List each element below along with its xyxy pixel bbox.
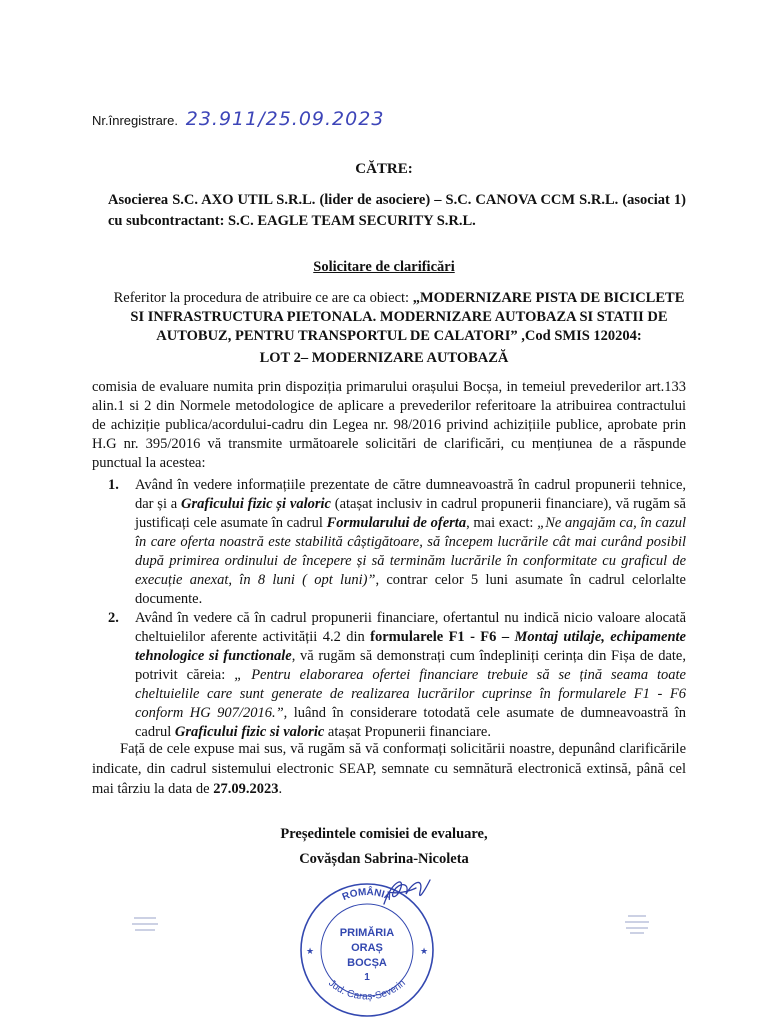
item-emphasis: Graficului fizic si valoric <box>174 724 325 740</box>
reference-lead: Referitor la procedura de atribuire ce are ca obiect: <box>113 290 413 306</box>
intro-paragraph: comisia de evaluare numita prin dispoziția primarului orașului Bocșa, in temeiul prevederilor art.133 alin.1 si 2 din Normele metodologice de aplicare a prevederilor referitoare la atribuirea contractului de achiziție publica/acordului-cadru din Legea nr. 98/2016 privind achizițiile publice, aprobate prin H.G nr. 395/2016 vă transmite următoarele solicitări de clarificări, cu mențiunea de a răspunde punctual la acestea: <box>92 379 686 471</box>
item-emphasis: Graficului fizic și valoric <box>181 496 331 512</box>
item-text: , vă rugăm să demonstrați cum îndepliniți cerința din Fișa de date, potrivit căreia: <box>135 648 686 683</box>
item-number: 2. <box>108 610 119 626</box>
item-text: Având în vedere informațiile prezentate de către dumneavoastră în cadrul propunerii tehnice, dar și a <box>135 477 686 512</box>
stamp-seal <box>301 884 433 1016</box>
stamp-star-left: ★ <box>306 947 315 957</box>
deadline-date: 27.09.2023 <box>213 781 279 797</box>
addressee-text: Asocierea S.C. AXO UTIL S.R.L. (lider de asociere) – S.C. CANOVA CCM S.R.L. (asociat 1) cu subcontractant: S.C. EAGLE TEAM SECURITY S.R.L. <box>108 192 686 229</box>
signature-title: Președintele comisiei de evaluare, <box>280 826 488 842</box>
registration-line <box>92 108 384 130</box>
stamp-line1: PRIMĂRIA <box>339 927 395 939</box>
item-text: , contrar celor 5 luni asumate în cadrul celorlalte documente. <box>135 572 686 607</box>
stamp-line3: BOCȘA <box>347 957 387 969</box>
clarification-list <box>108 476 686 742</box>
list-item <box>108 476 686 609</box>
signature-name: Covășdan Sabrina-Nicoleta <box>299 851 469 867</box>
stamp-bleed-mark-left <box>130 912 160 936</box>
handwritten-signature <box>384 880 430 904</box>
stamp-line4: 1 <box>364 972 370 983</box>
stamp-bottom-arc: Jud. Caraș-Severin <box>326 977 408 1003</box>
closing-text: Față de cele expuse mai sus, vă rugăm să vă conformați solicitării noastre, depunând clarificările indicate, din cadrul sistemului electronic SEAP, semnate cu semnătură electronică extinsă, până cel mai târziu la data de <box>92 741 686 797</box>
official-stamp <box>292 870 442 1020</box>
item-quote: „Ne angajăm ca, în cazul în care oferta noastră este stabilită câștigătoare, să începem lucrările cât mai curând posibil după primirea ordinului de începere și să terminăm lucrările în conformitate cu graficul de execuție anexat, în 8 luni ( opt luni)” <box>135 515 686 588</box>
registration-label: Nr.înregistrare. <box>92 113 178 128</box>
subject-title: Solicitare de clarificări <box>313 259 455 275</box>
item-text: (atașat inclusiv in cadrul propunerii financiare), vă rugăm să justificați cele asumate în cadrul <box>135 496 686 531</box>
reference-object: „MODERNIZARE PISTA DE BICICLETE SI INFRASTRUCTURA PIETONALA. MODERNIZARE AUTOBAZA SI STATII DE AUTOBUZ, PENTRU TRANSPORTUL DE CALATORI” ,Cod SMIS 120204: <box>130 290 685 344</box>
item-text: , mai exact: <box>466 515 538 531</box>
item-number: 1. <box>108 477 119 493</box>
item-text: atașat Propunerii financiare. <box>324 724 491 740</box>
item-text: Având în vedere că în cadrul propunerii financiare, ofertantul nu indică nicio valoare alocată cheltuielilor aferente activității 4.2 din <box>135 610 686 645</box>
item-emphasis: Formularului de oferta <box>326 515 467 531</box>
list-item <box>108 609 686 742</box>
stamp-line2: ORAȘ <box>351 942 383 954</box>
item-emphasis: Montaj utilaje, echipamente tehnologice si functionale <box>135 629 686 664</box>
item-text: , luând în considerare totodată cele asumate de dumneavoastră în cadrul <box>135 705 686 740</box>
item-emphasis: formularele F1 - F6 – <box>370 629 510 645</box>
closing-paragraph <box>92 739 686 799</box>
stamp-bleed-mark-right <box>622 912 652 936</box>
closing-end: . <box>278 781 283 797</box>
addressee-heading: CĂTRE: <box>355 161 413 177</box>
item-quote: „ Pentru elaborarea ofertei financiare trebuie să se țină seama toate cheltuielile care sunt generate de realizarea lucrărilor cuprinse în formularele F1 - F6 conform HG 907/2016.” <box>135 667 686 721</box>
lot-heading: LOT 2– MODERNIZARE AUTOBAZĂ <box>259 350 509 366</box>
procedure-reference <box>112 289 686 346</box>
registration-number-handwritten: 23.911/25.09.2023 <box>185 108 385 130</box>
stamp-star-right: ★ <box>420 947 429 957</box>
stamp-top-arc: ROMÂNIA <box>340 886 394 903</box>
